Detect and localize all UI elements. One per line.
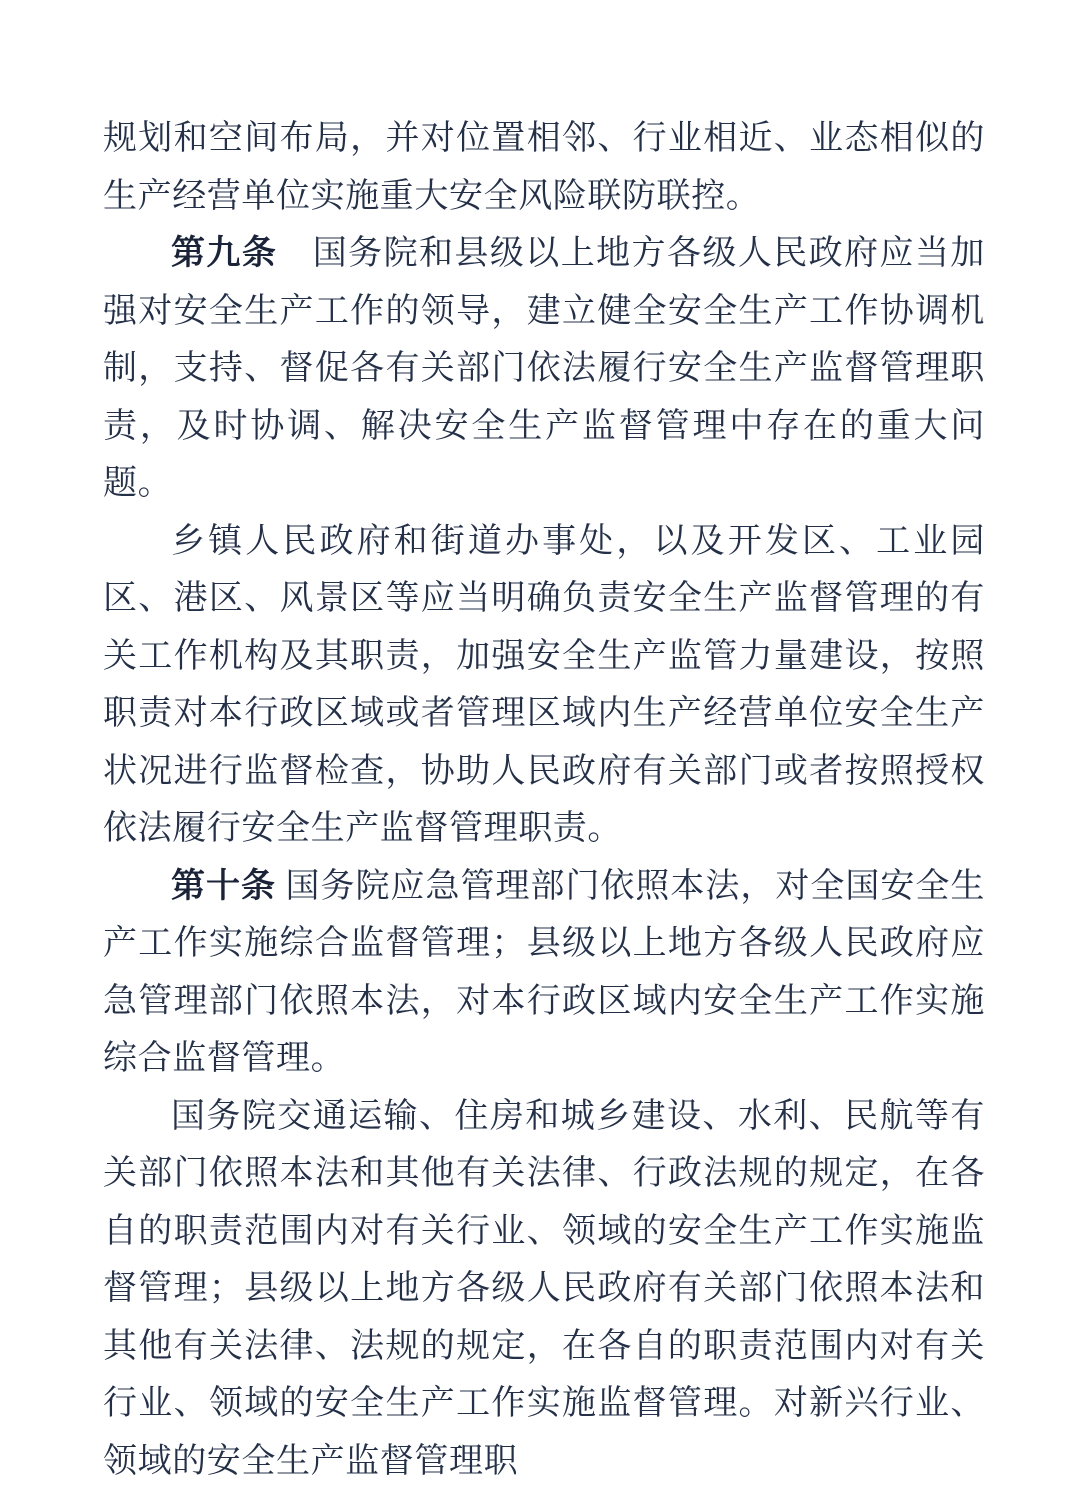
paragraph-text: 乡镇人民政府和街道办事处，以及开发区、工业园区、港区、风景区等应当明确负责安全生产监督管理的有关工作机构及其职责，加强安全生产监管力量建设，按照职责对本行政区域或者管理区域内生产经营单位安全生产状况进行监督检查，协助人民政府有关部门或者按照授权依法履行安全生产监督管理职责。 (103, 523, 985, 848)
article-paragraph (103, 858, 985, 1088)
article-number-label: 第九条 (171, 234, 277, 272)
article-number-label: 第十条 (171, 867, 276, 905)
paragraph (103, 1088, 985, 1490)
document-text (103, 110, 985, 1490)
paragraph-text: 国务院交通运输、住房和城乡建设、水利、民航等有关部门依照本法和其他有关法律、行政法规的规定，在各自的职责范围内对有关行业、领域的安全生产工作实施监督管理；县级以上地方各级人民政府有关部门依照本法和其他有关法律、法规的规定，在各自的职责范围内对有关行业、领域的安全生产工作实施监督管理。对新兴行业、领域的安全生产监督管理职 (103, 1098, 985, 1480)
paragraph-text: 国务院和县级以上地方各级人民政府应当加强对安全生产工作的领导，建立健全安全生产工作协调机制，支持、督促各有关部门依法履行安全生产监督管理职责，及时协调、解决安全生产监督管理中存在的重大问题。 (103, 235, 985, 502)
label-separator (277, 235, 312, 272)
paragraph (103, 110, 985, 225)
article-paragraph (103, 225, 985, 513)
paragraph-text: 规划和空间布局，并对位置相邻、行业相近、业态相似的生产经营单位实施重大安全风险联防联控。 (103, 120, 985, 215)
paragraph-text: 国务院应急管理部门依照本法，对全国安全生产工作实施综合监督管理；县级以上地方各级人民政府应急管理部门依照本法，对本行政区域内安全生产工作实施综合监督管理。 (103, 868, 985, 1078)
paragraph (103, 513, 985, 858)
